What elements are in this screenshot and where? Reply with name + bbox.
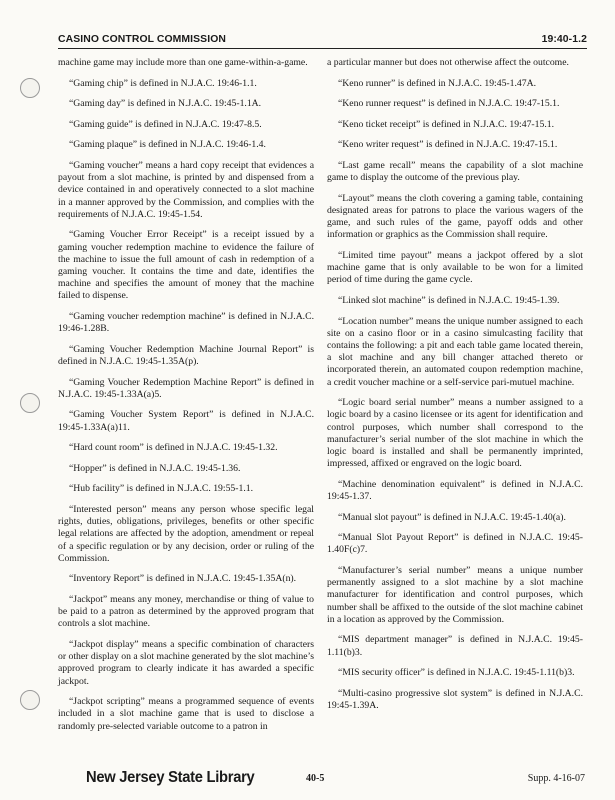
paragraph: “Keno runner request” is defined in N.J.A.C. 19:47-15.1. — [338, 98, 560, 110]
binder-hole-bottom — [20, 690, 40, 710]
paragraph: “Gaming Voucher Redemption Machine Report” is defined in N.J.A.C. 19:45-1.33A(a)5. — [58, 376, 314, 400]
paragraph: “Jackpot” means any money, merchandise or thing of value to be paid to a patron as determined by the approved program that controls a slot machine. — [58, 593, 314, 630]
paragraph: “Machine denomination equivalent” is defined in N.J.A.C. 19:45-1.37. — [327, 478, 583, 502]
paragraph: “Jackpot scripting” means a programmed sequence of events included in a slot machine game that is used to disclose a randomly pre-selected variable outcome to a patron in — [58, 696, 314, 732]
paragraph: “Inventory Report” is defined in N.J.A.C. 19:45-1.35A(n). — [69, 573, 297, 585]
left-column — [58, 57, 314, 741]
paragraph: “Logic board serial number” means a number assigned to a logic board by a casino licensee or its agent for identification and control purposes, which number shall correspond to the manufacturer’s serial number of the slot machine in which the logic board is installed and shall be permanently imprinted, impressed, affixed or engraved on the logic board. — [327, 397, 583, 470]
paragraph: “MIS department manager” is defined in N.J.A.C. 19:45-1.11(b)3. — [327, 634, 583, 658]
paragraph: “Manual Slot Payout Report” is defined in N.J.A.C. 19:45-1.40F(c)7. — [327, 532, 583, 556]
paragraph: “Gaming day” is defined in N.J.A.C. 19:45-1.1A. — [69, 98, 262, 110]
paragraph: a particular manner but does not otherwise affect the outcome. — [327, 57, 569, 68]
paragraph: “Manufacturer’s serial number” means a unique number permanently assigned to a slot machine by a slot machine manufacturer for identification and control purposes, which number shall be affixed to the outside of the slot machine cabinet in a location as approved by the Commission. — [327, 564, 583, 625]
paragraph: “Hub facility” is defined in N.J.A.C. 19:55-1.1. — [69, 483, 254, 495]
paragraph: “Hard count room” is defined in N.J.A.C. 19:45-1.32. — [69, 442, 278, 454]
paragraph: “Location number” means the unique number assigned to each site on a casino floor or in a casino simulcasting facility that contains the following: a pit and each table game located therein, a slot machine and any bill changer attached thereto or incorporated therein, an automated coupon redemption machine, a credit voucher machine or a self-service pari-mutuel machine. — [327, 315, 583, 388]
paragraph: “Gaming chip” is defined in N.J.A.C. 19:46-1.1. — [69, 77, 257, 89]
paragraph: “Keno runner” is defined in N.J.A.C. 19:45-1.47A. — [338, 77, 537, 89]
paragraph: “Gaming guide” is defined in N.J.A.C. 19:47-8.5. — [69, 118, 262, 130]
paragraph: “Jackpot display” means a specific combination of characters or other display on a slot machine generated by the slot machine’s approved program to clearly indicate it has awarded a specific jackpot. — [58, 638, 314, 687]
page-number: 40-5 — [306, 773, 325, 784]
library-watermark: New Jersey State Library — [86, 769, 255, 786]
paragraph: “Interested person” means any person whose specific legal rights, duties, obligations, privileges, benefits or other specific legal relations are affected by the adoption, amendment or repeal of a specific regulation or by any decision, order or ruling of the Commission. — [58, 503, 314, 564]
paragraph: “Last game recall” means the capability of a slot machine game to display the outcome of the previous play. — [327, 159, 583, 184]
paragraph: “Gaming voucher redemption machine” is defined in N.J.A.C. 19:46-1.28B. — [58, 310, 314, 335]
paragraph: “Limited time payout” means a jackpot offered by a slot machine game that is only available to be won for a limited period of time during the game cycle. — [327, 249, 583, 286]
paragraph: machine game may include more than one game-within-a-game. — [58, 57, 308, 68]
paragraph: “Multi-casino progressive slot system” is defined in N.J.A.C. 19:45-1.39A. — [327, 687, 583, 711]
paragraph: “Keno writer request” is defined in N.J.A.C. 19:47-15.1. — [338, 139, 558, 151]
supplement-date: Supp. 4-16-07 — [527, 773, 585, 784]
running-header — [58, 34, 587, 49]
paragraph: “Gaming Voucher Redemption Machine Journal Report” is defined in N.J.A.C. 19:45-1.35A(p). — [58, 343, 314, 367]
paragraph: “Linked slot machine” is defined in N.J.A.C. 19:45-1.39. — [338, 294, 560, 306]
paragraph: “Layout” means the cloth covering a gaming table, containing designated areas for patrons to place the various wagers of the game, and such rules of the game, payoff odds and other information or graphics as the Commission shall require. — [327, 192, 583, 241]
paragraph: “Gaming Voucher System Report” is defined in N.J.A.C. 19:45-1.33A(a)11. — [58, 409, 314, 433]
paragraph: “Hopper” is defined in N.J.A.C. 19:45-1.36. — [69, 462, 241, 474]
header-section-number: 19:40-1.2 — [541, 34, 587, 45]
binder-hole-top — [20, 78, 40, 98]
paragraph: “Keno ticket receipt” is defined in N.J.A.C. 19:47-15.1. — [338, 118, 555, 130]
paragraph: “Gaming plaque” is defined in N.J.A.C. 19:46-1.4. — [69, 139, 266, 151]
binder-hole-middle — [20, 393, 40, 413]
paragraph: “MIS security officer” is defined in N.J.A.C. 19:45-1.11(b)3. — [338, 667, 575, 679]
paragraph: “Gaming Voucher Error Receipt” is a receipt issued by a gaming voucher redemption machine to evidence the failure of the machine to issue the full amount of cash in redemption of a gaming voucher. It contains the time and date, identifies the machine and specifies the amount of money that the machine failed to dispense. — [58, 229, 314, 302]
header-title: CASINO CONTROL COMMISSION — [58, 34, 226, 45]
paragraph: “Gaming voucher” means a hard copy receipt that evidences a payout from a slot machine, is printed by and dispensed from a device contained in and operatively connected to a slot machine in a manner approved by the Commission, and complies with the requirements of N.J.A.C. 19:45-1.54. — [58, 159, 314, 220]
paragraph: “Manual slot payout” is defined in N.J.A.C. 19:45-1.40(a). — [338, 511, 566, 523]
right-column — [327, 57, 583, 721]
